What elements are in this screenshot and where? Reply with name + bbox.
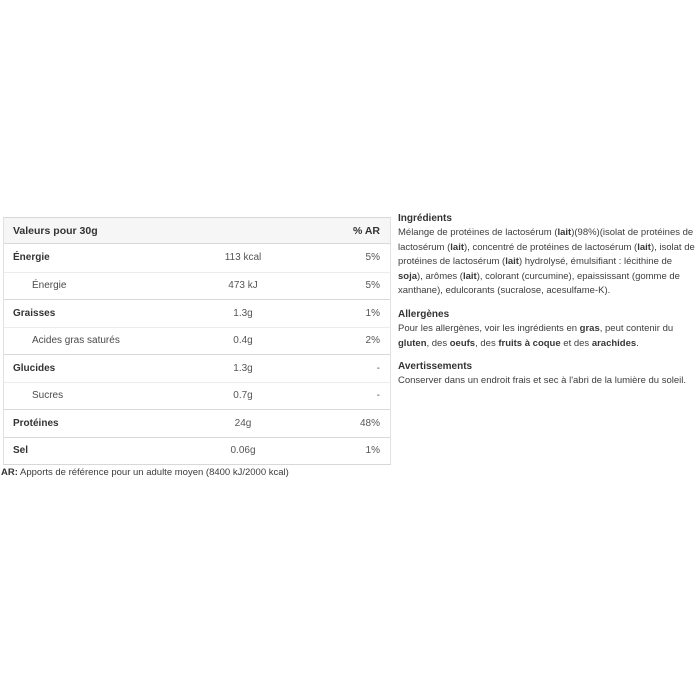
nutrient-value: 113 kcal [224,252,262,264]
section-text: Pour les allergènes, voir les ingrédients en gras, peut contenir du gluten, des oeufs, des fruits à coque et des arachides. [398,322,674,349]
nutrient-label: Sel [13,445,29,457]
nutrient-value: 0.4g [233,335,253,347]
table-row [4,354,390,382]
nutrition-table [3,217,391,465]
info-column [398,212,697,398]
nutrient-value: 24g [234,417,252,429]
nutrient-label: Énergie [32,280,67,292]
nutrient-value: 473 kJ [228,280,258,292]
nutrient-label: Énergie [13,252,50,264]
reference-footnote [1,467,393,478]
reference-footnote-text: Apports de référence pour un adulte moyen (8400 kJ/2000 kcal) [17,467,289,478]
table-row [4,299,390,327]
nutrition-table-header [4,218,390,244]
ar-column-header: % AR [352,224,380,237]
reference-footnote-prefix: AR: [1,467,18,478]
nutrient-label: Graisses [13,307,56,319]
table-row [4,409,390,437]
nutrient-value: 0.06g [230,445,256,457]
table-row [4,327,390,355]
table-row [4,382,390,410]
serving-size-header: Valeurs pour 30g [13,224,98,237]
nutrient-ar-value: 48% [359,417,380,429]
section-heading: Avertissements [398,361,473,373]
nutrient-ar-value: 5% [365,252,380,264]
nutrient-value: 1.3g [233,362,253,374]
nutrient-label: Glucides [13,362,56,374]
section-text: Conserver dans un endroit frais et sec à l'abri de la lumière du soleil. [398,375,687,387]
nutrient-value: 1.3g [233,307,253,319]
nutrient-label: Protéines [13,417,59,429]
nutrient-ar-value: - [376,390,380,402]
nutrition-table-body [4,244,390,464]
nutrient-ar-value: - [376,362,380,374]
table-row [4,437,390,465]
nutrient-ar-value: 5% [365,280,380,292]
section-heading: Ingrédients [398,213,452,224]
nutrient-ar-value: 2% [365,335,380,347]
nutrient-label: Sucres [32,390,64,402]
nutrient-ar-value: 1% [365,445,380,457]
nutrient-value: 0.7g [233,390,253,402]
section-heading: Allergènes [398,308,450,320]
nutrient-ar-value: 1% [365,307,380,319]
table-row [4,244,390,272]
table-row [4,272,390,300]
section-text: Mélange de protéines de lactosérum (lait)(98%)(isolat de protéines de lactosérum (lait), concentré de protéines de lactosérum (lait), isolat de protéines de lactosérum (lait) hydrolysé, émulsifiant : lécithine de soja), arômes (lait), colorant (curcumine), epaississant (gomme de xanthane), edulcorants (sucralose, acesulfame-K). [398,227,695,297]
nutrient-label: Acides gras saturés [32,335,120,347]
